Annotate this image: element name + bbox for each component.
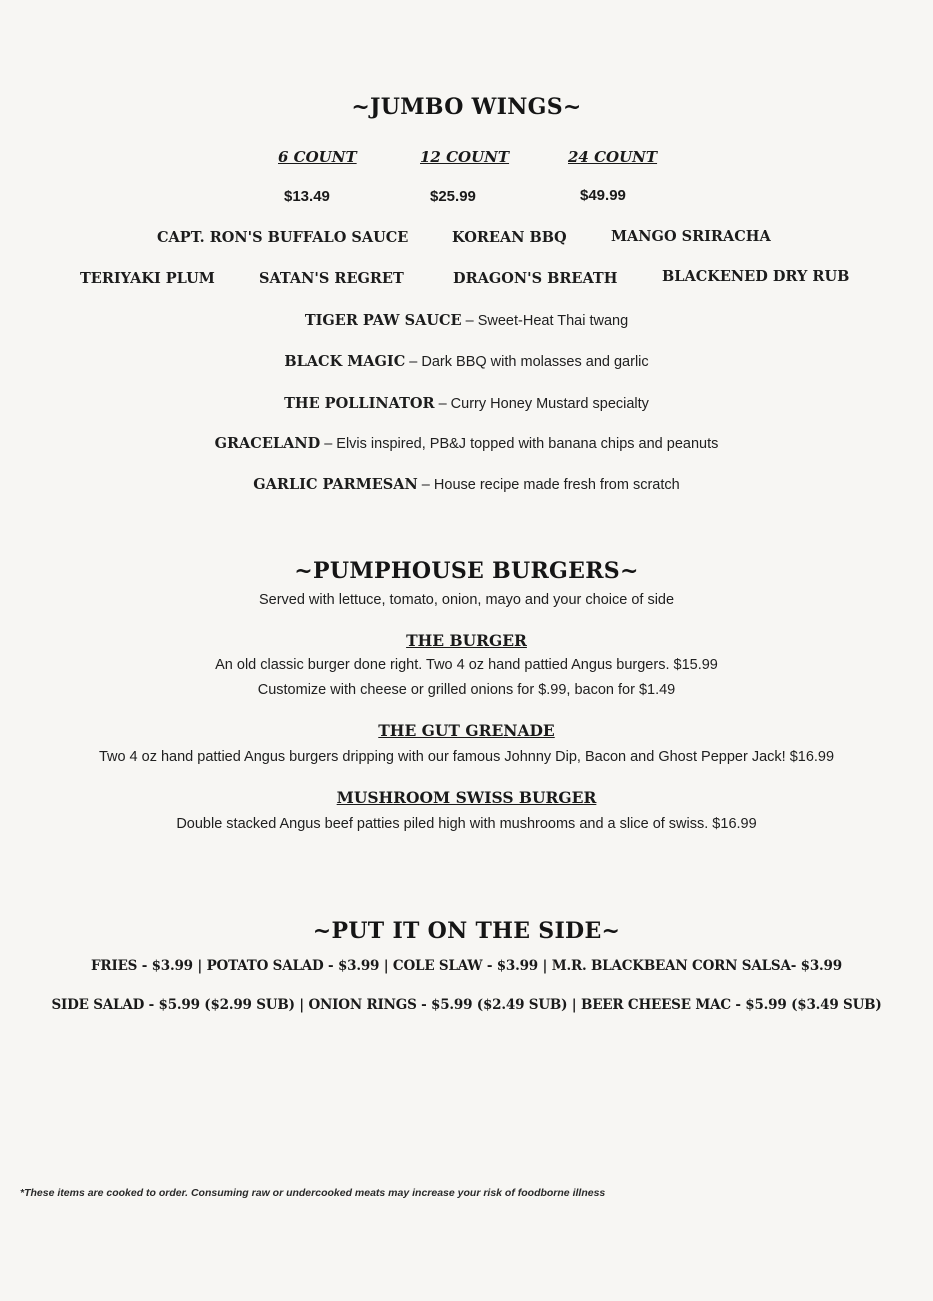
special-desc: – Sweet-Heat Thai twang (461, 313, 629, 329)
special-desc: – Curry Honey Mustard specialty (434, 396, 649, 412)
flavor-mango-sriracha: MANGO SRIRACHA (611, 228, 771, 245)
burgers-subtitle: Served with lettuce, tomato, onion, mayo and your choice of side (258, 592, 675, 608)
special-desc: – Elvis inspired, PB&J topped with banana chips and peanuts (320, 436, 719, 452)
special-black-magic (0, 353, 933, 371)
flavor-capt-ron: CAPT. RON'S BUFFALO SAUCE (157, 229, 409, 246)
special-name: GARLIC PARMESAN (253, 476, 418, 493)
flavor-satans-regret: SATAN'S REGRET (259, 270, 404, 287)
count-6-price: $13.49 (284, 188, 330, 205)
footnote: *These items are cooked to order. Consuming raw or undercooked meats may increase your risk of foodborne illness (20, 1187, 606, 1199)
count-6-label: 6 COUNT (278, 148, 357, 166)
flavor-teriyaki-plum: TERIYAKI PLUM (80, 270, 215, 287)
special-name: THE POLLINATOR (284, 395, 435, 412)
special-pollinator (0, 395, 933, 413)
item-the-burger-line1: An old classic burger done right. Two 4 oz hand pattied Angus burgers. $15.99 (215, 657, 718, 673)
item-gut-grenade-line1: Two 4 oz hand pattied Angus burgers dripping with our famous Johnny Dip, Bacon and Ghost Pepper Jack! $16.99 (98, 749, 835, 765)
sides-line1: FRIES - $3.99 | POTATO SALAD - $3.99 | COLE SLAW - $3.99 | M.R. BLACKBEAN CORN SALSA- $3.99 (91, 958, 842, 974)
count-12-price: $25.99 (430, 188, 476, 205)
item-mushroom-swiss-line1: Double stacked Angus beef patties piled high with mushrooms and a slice of swiss. $16.99 (176, 816, 757, 832)
flavor-dragons-breath: DRAGON'S BREATH (453, 270, 618, 287)
count-24-label: 24 COUNT (568, 148, 658, 166)
sides-line2: SIDE SALAD - $5.99 ($2.99 SUB) | ONION RINGS - $5.99 ($2.49 SUB) | BEER CHEESE MAC - $5.99 ($3.49 SUB) (51, 997, 882, 1013)
special-name: GRACELAND (214, 435, 321, 452)
flavor-blackened-dry-rub: BLACKENED DRY RUB (662, 268, 850, 285)
special-tiger-paw (0, 312, 933, 330)
item-gut-grenade-title: THE GUT GRENADE (378, 721, 555, 740)
burgers-heading: ~PUMPHOUSE BURGERS~ (294, 558, 639, 584)
count-12-label: 12 COUNT (420, 148, 510, 166)
special-desc: – House recipe made fresh from scratch (417, 477, 680, 493)
special-name: BLACK MAGIC (284, 353, 406, 370)
special-graceland (0, 435, 933, 453)
item-the-burger-title: THE BURGER (406, 631, 527, 650)
count-24-price: $49.99 (580, 187, 626, 204)
item-the-burger-line2: Customize with cheese or grilled onions for $.99, bacon for $1.49 (257, 682, 676, 698)
special-desc: – Dark BBQ with molasses and garlic (405, 354, 649, 370)
wings-heading: ~JUMBO WINGS~ (351, 94, 582, 120)
special-garlic-parmesan (0, 476, 933, 494)
sides-heading: ~PUT IT ON THE SIDE~ (312, 918, 621, 944)
item-mushroom-swiss-title: MUSHROOM SWISS BURGER (336, 788, 597, 807)
special-name: TIGER PAW SAUCE (304, 312, 462, 329)
flavor-korean-bbq: KOREAN BBQ (452, 229, 567, 246)
